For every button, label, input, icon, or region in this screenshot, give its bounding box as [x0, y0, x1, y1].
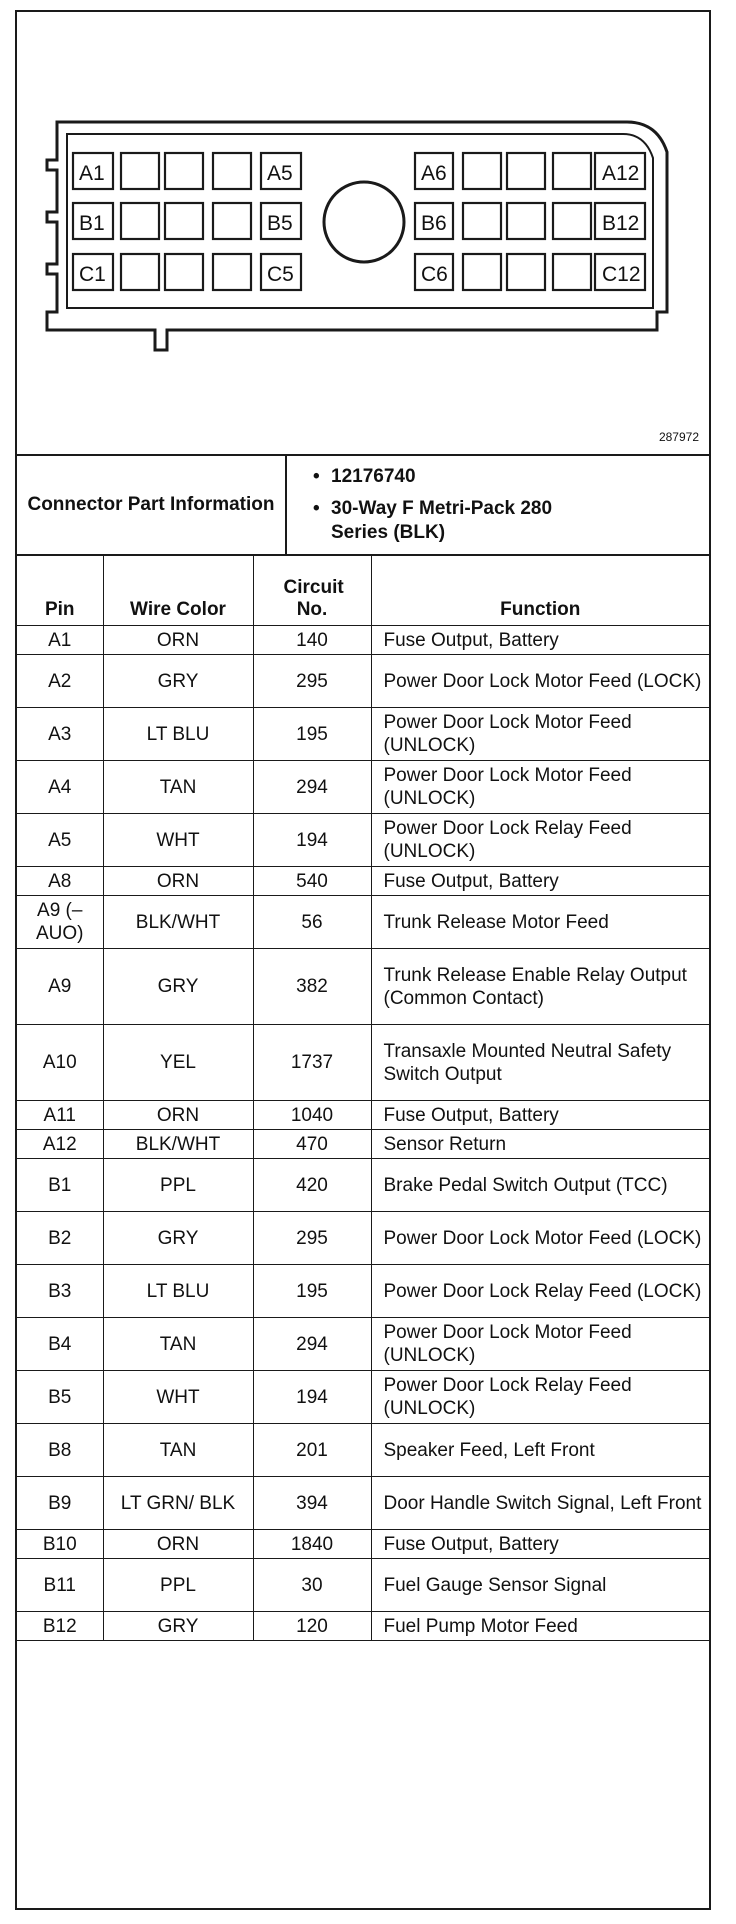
pin-cell: A9 (–AUO)	[17, 896, 103, 949]
pin-cell: B12	[17, 1612, 103, 1641]
function-cell: Power Door Lock Relay Feed (UNLOCK)	[371, 814, 709, 867]
pin-cavity	[553, 203, 591, 239]
function-cell: Brake Pedal Switch Output (TCC)	[371, 1159, 709, 1212]
wire-color-cell: TAN	[103, 1424, 253, 1477]
pin-cell: A4	[17, 761, 103, 814]
wire-color-cell: LT BLU	[103, 1265, 253, 1318]
wire-color-cell: ORN	[103, 626, 253, 655]
pin-cavity	[165, 203, 203, 239]
connector-diagram	[17, 12, 709, 456]
circuit-number-cell: 194	[253, 1371, 371, 1424]
table-row	[17, 1212, 709, 1265]
table-row	[17, 814, 709, 867]
pin-cavity	[121, 153, 159, 189]
table-row	[17, 1530, 709, 1559]
pin-cavity	[553, 153, 591, 189]
function-cell: Power Door Lock Motor Feed (LOCK)	[371, 1212, 709, 1265]
table-row	[17, 1025, 709, 1101]
function-cell: Power Door Lock Relay Feed (UNLOCK)	[371, 1371, 709, 1424]
circuit-number-cell: 1737	[253, 1025, 371, 1101]
pin-cavity	[507, 153, 545, 189]
pin-label-c6: C6	[421, 263, 448, 286]
pin-label-a5: A5	[267, 162, 293, 185]
pin-cell: B8	[17, 1424, 103, 1477]
pin-cavity	[463, 203, 501, 239]
pin-label-c1: C1	[79, 263, 106, 286]
function-cell: Door Handle Switch Signal, Left Front	[371, 1477, 709, 1530]
header-function: Function	[371, 556, 709, 626]
table-row	[17, 1130, 709, 1159]
wire-color-cell: LT GRN/ BLK	[103, 1477, 253, 1530]
circuit-number-cell: 1840	[253, 1530, 371, 1559]
pin-cell: A9	[17, 949, 103, 1025]
wire-color-cell: ORN	[103, 1530, 253, 1559]
wire-color-cell: ORN	[103, 867, 253, 896]
function-cell: Power Door Lock Motor Feed (UNLOCK)	[371, 761, 709, 814]
circuit-number-cell: 194	[253, 814, 371, 867]
pin-label-b12: B12	[602, 212, 640, 235]
circuit-number-cell: 140	[253, 626, 371, 655]
pinout-table	[17, 556, 709, 1641]
wire-color-cell: WHT	[103, 1371, 253, 1424]
bullet-icon: •	[313, 498, 320, 519]
wire-color-cell: ORN	[103, 1101, 253, 1130]
pin-cell: B2	[17, 1212, 103, 1265]
pin-label-a12: A12	[602, 162, 640, 185]
circuit-number-cell: 195	[253, 1265, 371, 1318]
circuit-number-cell: 540	[253, 867, 371, 896]
table-row	[17, 1371, 709, 1424]
pin-cell: A12	[17, 1130, 103, 1159]
table-row	[17, 1559, 709, 1612]
table-row	[17, 708, 709, 761]
function-cell: Fuel Pump Motor Feed	[371, 1612, 709, 1641]
function-cell: Fuse Output, Battery	[371, 626, 709, 655]
wire-color-cell: PPL	[103, 1159, 253, 1212]
pin-cavity	[165, 254, 203, 290]
table-row	[17, 1424, 709, 1477]
wire-color-cell: TAN	[103, 761, 253, 814]
pinout-rows	[17, 626, 709, 1641]
function-cell: Trunk Release Enable Relay Output (Common Contact)	[371, 949, 709, 1025]
pin-cavity	[463, 153, 501, 189]
wire-color-cell: BLK/WHT	[103, 1130, 253, 1159]
pin-label-a1: A1	[79, 162, 105, 185]
connector-description: 30-Way F Metri-Pack 280 Series (BLK)	[331, 498, 553, 543]
wire-color-cell: GRY	[103, 1212, 253, 1265]
table-row	[17, 1318, 709, 1371]
pin-label-c12: C12	[602, 263, 641, 286]
header-wire-color: Wire Color	[103, 556, 253, 626]
function-cell: Power Door Lock Motor Feed (UNLOCK)	[371, 1318, 709, 1371]
pin-cavity	[121, 254, 159, 290]
wire-color-cell: PPL	[103, 1559, 253, 1612]
pin-cavity	[121, 203, 159, 239]
table-row	[17, 655, 709, 708]
table-row	[17, 1101, 709, 1130]
wire-color-cell: GRY	[103, 1612, 253, 1641]
function-cell: Fuel Gauge Sensor Signal	[371, 1559, 709, 1612]
function-cell: Fuse Output, Battery	[371, 1101, 709, 1130]
circuit-number-cell: 56	[253, 896, 371, 949]
connector-part-number: 12176740	[331, 466, 416, 487]
circuit-number-cell: 120	[253, 1612, 371, 1641]
header-circuit-no: Circuit No.	[253, 556, 371, 626]
center-key-hole	[324, 182, 404, 262]
circuit-number-cell: 394	[253, 1477, 371, 1530]
pin-cell: A5	[17, 814, 103, 867]
pin-label-b1: B1	[79, 212, 105, 235]
wire-color-cell: LT BLU	[103, 708, 253, 761]
pin-cavity	[213, 203, 251, 239]
pin-label-c5: C5	[267, 263, 294, 286]
pin-cell: A10	[17, 1025, 103, 1101]
header-pin: Pin	[17, 556, 103, 626]
function-cell: Power Door Lock Motor Feed (LOCK)	[371, 655, 709, 708]
function-cell: Sensor Return	[371, 1130, 709, 1159]
circuit-number-cell: 420	[253, 1159, 371, 1212]
table-row	[17, 626, 709, 655]
connector-info-values	[286, 456, 709, 555]
function-cell: Transaxle Mounted Neutral Safety Switch Output	[371, 1025, 709, 1101]
table-header-row	[17, 556, 709, 626]
circuit-number-cell: 201	[253, 1424, 371, 1477]
pin-label-b5: B5	[267, 212, 293, 235]
table-row	[17, 1159, 709, 1212]
pin-cell: B10	[17, 1530, 103, 1559]
wire-color-cell: YEL	[103, 1025, 253, 1101]
pin-cavity	[553, 254, 591, 290]
table-row	[17, 1265, 709, 1318]
pin-cell: B1	[17, 1159, 103, 1212]
pin-cell: A2	[17, 655, 103, 708]
table-row	[17, 1612, 709, 1641]
pin-cavity	[463, 254, 501, 290]
pin-cell: A3	[17, 708, 103, 761]
circuit-number-cell: 295	[253, 1212, 371, 1265]
wire-color-cell: TAN	[103, 1318, 253, 1371]
wire-color-cell: WHT	[103, 814, 253, 867]
pin-cell: B11	[17, 1559, 103, 1612]
pin-cell: B4	[17, 1318, 103, 1371]
pin-cell: A11	[17, 1101, 103, 1130]
pin-cavity	[507, 203, 545, 239]
circuit-number-cell: 294	[253, 1318, 371, 1371]
table-row	[17, 949, 709, 1025]
connector-face-drawing	[17, 12, 709, 454]
table-row	[17, 867, 709, 896]
wire-color-cell: GRY	[103, 949, 253, 1025]
pin-cell: A8	[17, 867, 103, 896]
pin-cell: B3	[17, 1265, 103, 1318]
pin-cell: B9	[17, 1477, 103, 1530]
function-cell: Power Door Lock Motor Feed (UNLOCK)	[371, 708, 709, 761]
circuit-number-cell: 470	[253, 1130, 371, 1159]
table-row	[17, 1477, 709, 1530]
connector-info-label: Connector Part Information	[17, 456, 286, 555]
bullet-icon: •	[313, 466, 320, 487]
function-cell: Trunk Release Motor Feed	[371, 896, 709, 949]
figure-number: 287972	[658, 430, 699, 444]
pin-cavity	[507, 254, 545, 290]
pin-cell: A1	[17, 626, 103, 655]
circuit-number-cell: 30	[253, 1559, 371, 1612]
function-cell: Fuse Output, Battery	[371, 867, 709, 896]
document-frame	[15, 10, 711, 1910]
circuit-number-cell: 195	[253, 708, 371, 761]
pin-cavity	[213, 153, 251, 189]
circuit-number-cell: 294	[253, 761, 371, 814]
pin-cavity	[213, 254, 251, 290]
pin-label-a6: A6	[421, 162, 447, 185]
table-row	[17, 761, 709, 814]
pin-label-b6: B6	[421, 212, 447, 235]
function-cell: Power Door Lock Relay Feed (LOCK)	[371, 1265, 709, 1318]
function-cell: Speaker Feed, Left Front	[371, 1424, 709, 1477]
table-row	[17, 896, 709, 949]
pin-cell: B5	[17, 1371, 103, 1424]
wire-color-cell: BLK/WHT	[103, 896, 253, 949]
circuit-number-cell: 382	[253, 949, 371, 1025]
circuit-number-cell: 295	[253, 655, 371, 708]
pin-cavity	[165, 153, 203, 189]
circuit-number-cell: 1040	[253, 1101, 371, 1130]
wire-color-cell: GRY	[103, 655, 253, 708]
connector-part-info	[17, 456, 709, 556]
function-cell: Fuse Output, Battery	[371, 1530, 709, 1559]
